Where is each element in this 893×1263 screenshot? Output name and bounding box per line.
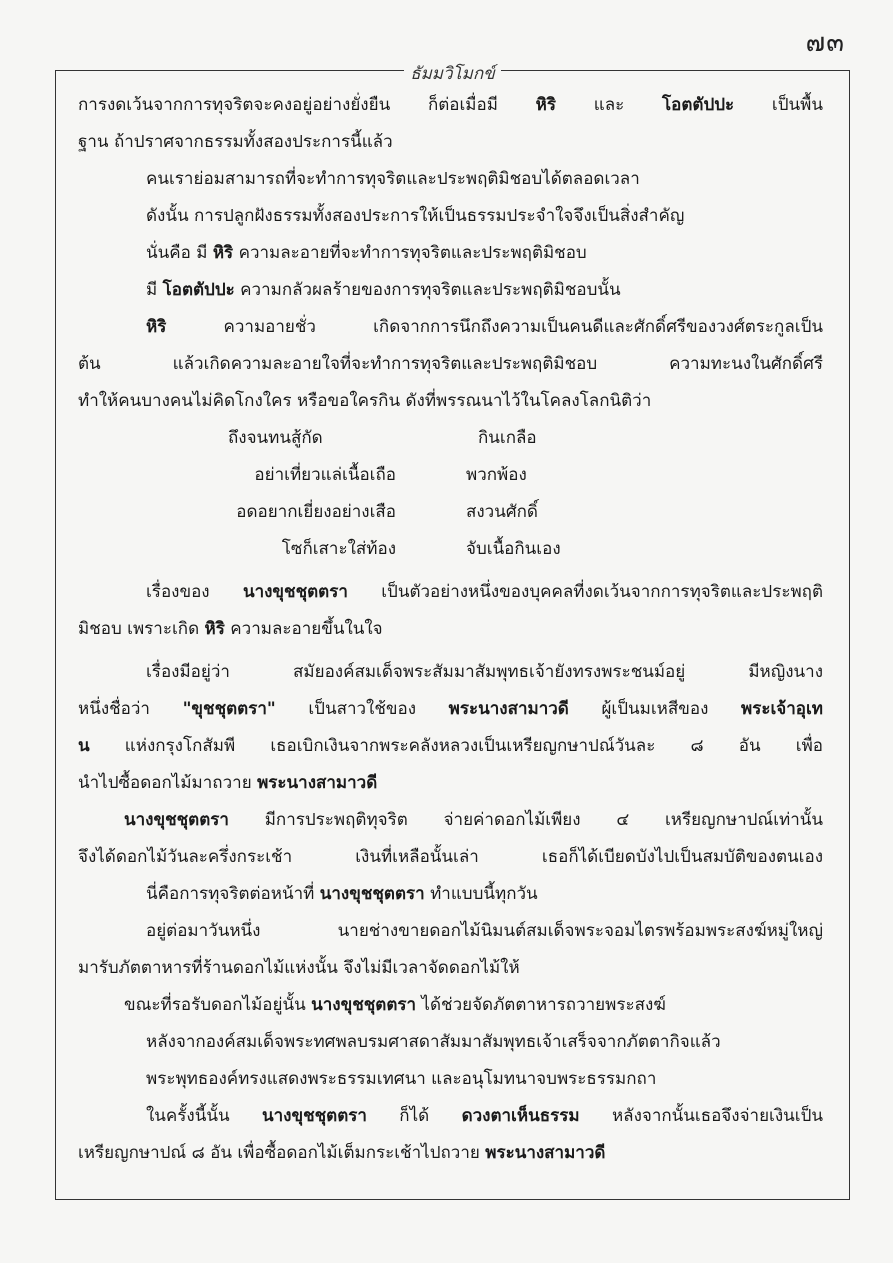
text-run: เรื่องของ bbox=[146, 582, 243, 602]
text-run: เป็นตัวอย่างหนึ่งของบุคคลที่งดเว้นจากการทุจริตและประพฤติ bbox=[347, 582, 823, 602]
bold-term: พระนางสามาวดี bbox=[448, 699, 569, 719]
text-run: เป็นพื้น bbox=[734, 95, 823, 115]
text-run: ความกลัวผลร้ายของการทุจริตและประพฤติมิชอบนั้น bbox=[234, 280, 621, 300]
poem-right: พวกพ้อง bbox=[466, 465, 527, 485]
text-line bbox=[78, 654, 823, 691]
text-run: มารับภัตตาหารที่ร้านดอกไม้แห่งนั้น จึงไม่มีเวลาจัดดอกไม้ให้ bbox=[78, 958, 520, 978]
bold-term: พระนางสามาวดี bbox=[257, 773, 378, 793]
text-run: ต้น แล้วเกิดความละอายใจที่จะทำการทุจริตและประพฤติมิชอบ ความทะนงในศักดิ์ศรี bbox=[78, 354, 823, 374]
text-run: จึงได้ดอกไม้วันละครึ่งกระเช้า เงินที่เหลือนั้นเล่า เธอก็ได้เบียดบังไปเป็นสมบัติของตนเอง bbox=[78, 847, 823, 867]
bold-term: พระนางสามาวดี bbox=[485, 1143, 606, 1163]
bold-term: นางขุชชุตตรา bbox=[311, 995, 417, 1015]
running-head-text: ธัมมวิโมกข์ bbox=[404, 64, 501, 84]
text-line bbox=[78, 309, 823, 346]
text-line bbox=[78, 1135, 823, 1172]
text-line bbox=[78, 235, 823, 272]
text-line bbox=[78, 765, 823, 802]
text-run: เรื่องมีอยู่ว่า สมัยองค์สมเด็จพระสัมมาสัมพุทธเจ้ายังทรงพระชนม์อยู่ มีหญิงนาง bbox=[146, 662, 823, 682]
text-line bbox=[78, 272, 823, 309]
bold-term: พระเจ้าอุเท bbox=[740, 699, 823, 719]
text-run: ความอายชั่ว เกิดจากการนึกถึงความเป็นคนดีและศักดิ์ศรีของวงศ์ตระกูลเป็น bbox=[166, 317, 823, 337]
bold-term: โอตตัปปะ bbox=[662, 95, 735, 115]
poem-row bbox=[78, 494, 823, 531]
text-run: หลังจากนั้นเธอจึงจ่ายเงินเป็น bbox=[579, 1106, 823, 1126]
page-frame bbox=[55, 64, 850, 1200]
bold-term: นางขุชชุตตรา bbox=[319, 884, 425, 904]
poem-left: ถึงจนทนสู้กัด bbox=[228, 428, 323, 448]
bold-term: โอตตัปปะ bbox=[162, 280, 235, 300]
body-text bbox=[78, 87, 823, 1172]
text-line bbox=[78, 611, 823, 648]
text-line bbox=[78, 87, 823, 124]
bold-term: หิริ bbox=[212, 243, 234, 263]
poem-left: โซก็เสาะใส่ท้อง bbox=[281, 539, 396, 559]
text-line bbox=[78, 161, 823, 198]
text-line bbox=[78, 950, 823, 987]
poem-right: จับเนื้อกินเอง bbox=[466, 539, 561, 559]
text-run: ฐาน ถ้าปราศจากธรรมทั้งสองประการนี้แล้ว bbox=[78, 132, 393, 152]
text-run: ความละอายขึ้นในใจ bbox=[224, 619, 383, 639]
poem-left: อย่าเที่ยวแล่เนื้อเถือ bbox=[254, 465, 396, 485]
text-run: มี bbox=[146, 280, 163, 300]
poem-row bbox=[78, 457, 823, 494]
text-run: ดังนั้น การปลูกฝังธรรมทั้งสองประการให้เป็นธรรมประจำใจจึงเป็นสิ่งสำคัญ bbox=[146, 206, 685, 226]
text-line bbox=[78, 691, 823, 728]
text-run: คนเราย่อมสามารถที่จะทำการทุจริตและประพฤติมิชอบได้ตลอดเวลา bbox=[146, 169, 640, 189]
poem-left: อดอยากเยี่ยงอย่างเสือ bbox=[236, 502, 396, 522]
text-run: ก็ได้ bbox=[366, 1106, 462, 1126]
text-line bbox=[78, 987, 823, 1024]
text-run: ได้ช่วยจัดภัตตาหารถวายพระสงฆ์ bbox=[416, 995, 666, 1015]
bold-term: นางขุชชุตตรา bbox=[124, 810, 229, 830]
text-run: อยู่ต่อมาวันหนึ่ง นายช่างขายดอกไม้นิมนต์สมเด็จพระจอมไตรพร้อมพระสงฆ์หมู่ใหญ่ bbox=[146, 921, 823, 941]
text-run: เป็นสาวใช้ของ bbox=[275, 699, 449, 719]
text-line bbox=[78, 383, 823, 420]
text-run: ความละอายที่จะทำการทุจริตและประพฤติมิชอบ bbox=[233, 243, 587, 263]
text-line bbox=[78, 728, 823, 765]
text-line bbox=[78, 876, 823, 913]
bold-term: นางขุชชุตตรา bbox=[261, 1106, 367, 1126]
bold-term: หิริ bbox=[204, 619, 225, 639]
text-line bbox=[78, 913, 823, 950]
text-run: และ bbox=[556, 95, 663, 115]
text-run: พระพุทธองค์ทรงแสดงพระธรรมเทศนา และอนุโมทนาจบพระธรรมกถา bbox=[146, 1069, 657, 1089]
poem-right: กินเกลือ bbox=[478, 428, 537, 448]
text-line bbox=[78, 1098, 823, 1135]
bold-term: หิริ bbox=[535, 95, 557, 115]
text-line bbox=[78, 802, 823, 839]
text-line bbox=[78, 198, 823, 235]
text-run: ทำให้คนบางคนไม่คิดโกงใคร หรือขอใครกิน ดังที่พรรณนาไว้ในโคลงโลกนิติว่า bbox=[78, 391, 652, 411]
text-run: หลังจากองค์สมเด็จพระทศพลบรมศาสดาสัมมาสัมพุทธเจ้าเสร็จจากภัตตากิจแล้ว bbox=[146, 1032, 721, 1052]
text-line bbox=[78, 1061, 823, 1098]
bold-term: หิริ bbox=[146, 317, 167, 337]
bold-term: นางขุชชุตตรา bbox=[242, 582, 348, 602]
bold-term: น bbox=[78, 736, 90, 756]
poem-row bbox=[78, 420, 823, 457]
text-run: ขณะที่รอรับดอกไม้อยู่นั้น bbox=[124, 995, 312, 1015]
text-run: การงดเว้นจากการทุจริตจะคงอยู่อย่างยั่งยืน ก็ต่อเมื่อมี bbox=[78, 95, 536, 115]
poem bbox=[78, 420, 823, 568]
text-run: นี่คือการทุจริตต่อหน้าที่ bbox=[146, 884, 320, 904]
text-run: ผู้เป็นมเหสีของ bbox=[568, 699, 741, 719]
text-run: ทำแบบนี้ทุกวัน bbox=[424, 884, 538, 904]
running-head bbox=[56, 60, 849, 87]
text-run: มิชอบ เพราะเกิด bbox=[78, 619, 205, 639]
text-run: เหรียญกษาปณ์ ๘ อัน เพื่อซื้อดอกไม้เต็มกระเช้าไปถวาย bbox=[78, 1143, 486, 1163]
text-line bbox=[78, 1024, 823, 1061]
text-run: ในครั้งนี้นั้น bbox=[146, 1106, 262, 1126]
text-run: นำไปซื้อดอกไม้มาถวาย bbox=[78, 773, 258, 793]
text-line bbox=[78, 346, 823, 383]
text-run: หนึ่งชื่อว่า bbox=[78, 699, 183, 719]
text-run: แห่งกรุงโกสัมพี เธอเบิกเงินจากพระคลังหลวงเป็นเหรียญกษาปณ์วันละ ๘ อัน เพื่อ bbox=[89, 736, 823, 756]
text-run: นั่นคือ มี bbox=[146, 243, 213, 263]
page-number: ๗๓ bbox=[805, 28, 845, 58]
text-line bbox=[78, 839, 823, 876]
poem-right: สงวนศักดิ์ bbox=[466, 502, 538, 522]
text-run: มีการประพฤติทุจริต จ่ายค่าดอกไม้เพียง ๔ เหรียญกษาปณ์เท่านั้น bbox=[228, 810, 823, 830]
text-line bbox=[78, 124, 823, 161]
poem-row bbox=[78, 531, 823, 568]
bold-term: ดวงตาเห็นธรรม bbox=[461, 1106, 580, 1126]
bold-term: "ขุชชุตตรา" bbox=[182, 699, 276, 719]
text-line bbox=[78, 574, 823, 611]
